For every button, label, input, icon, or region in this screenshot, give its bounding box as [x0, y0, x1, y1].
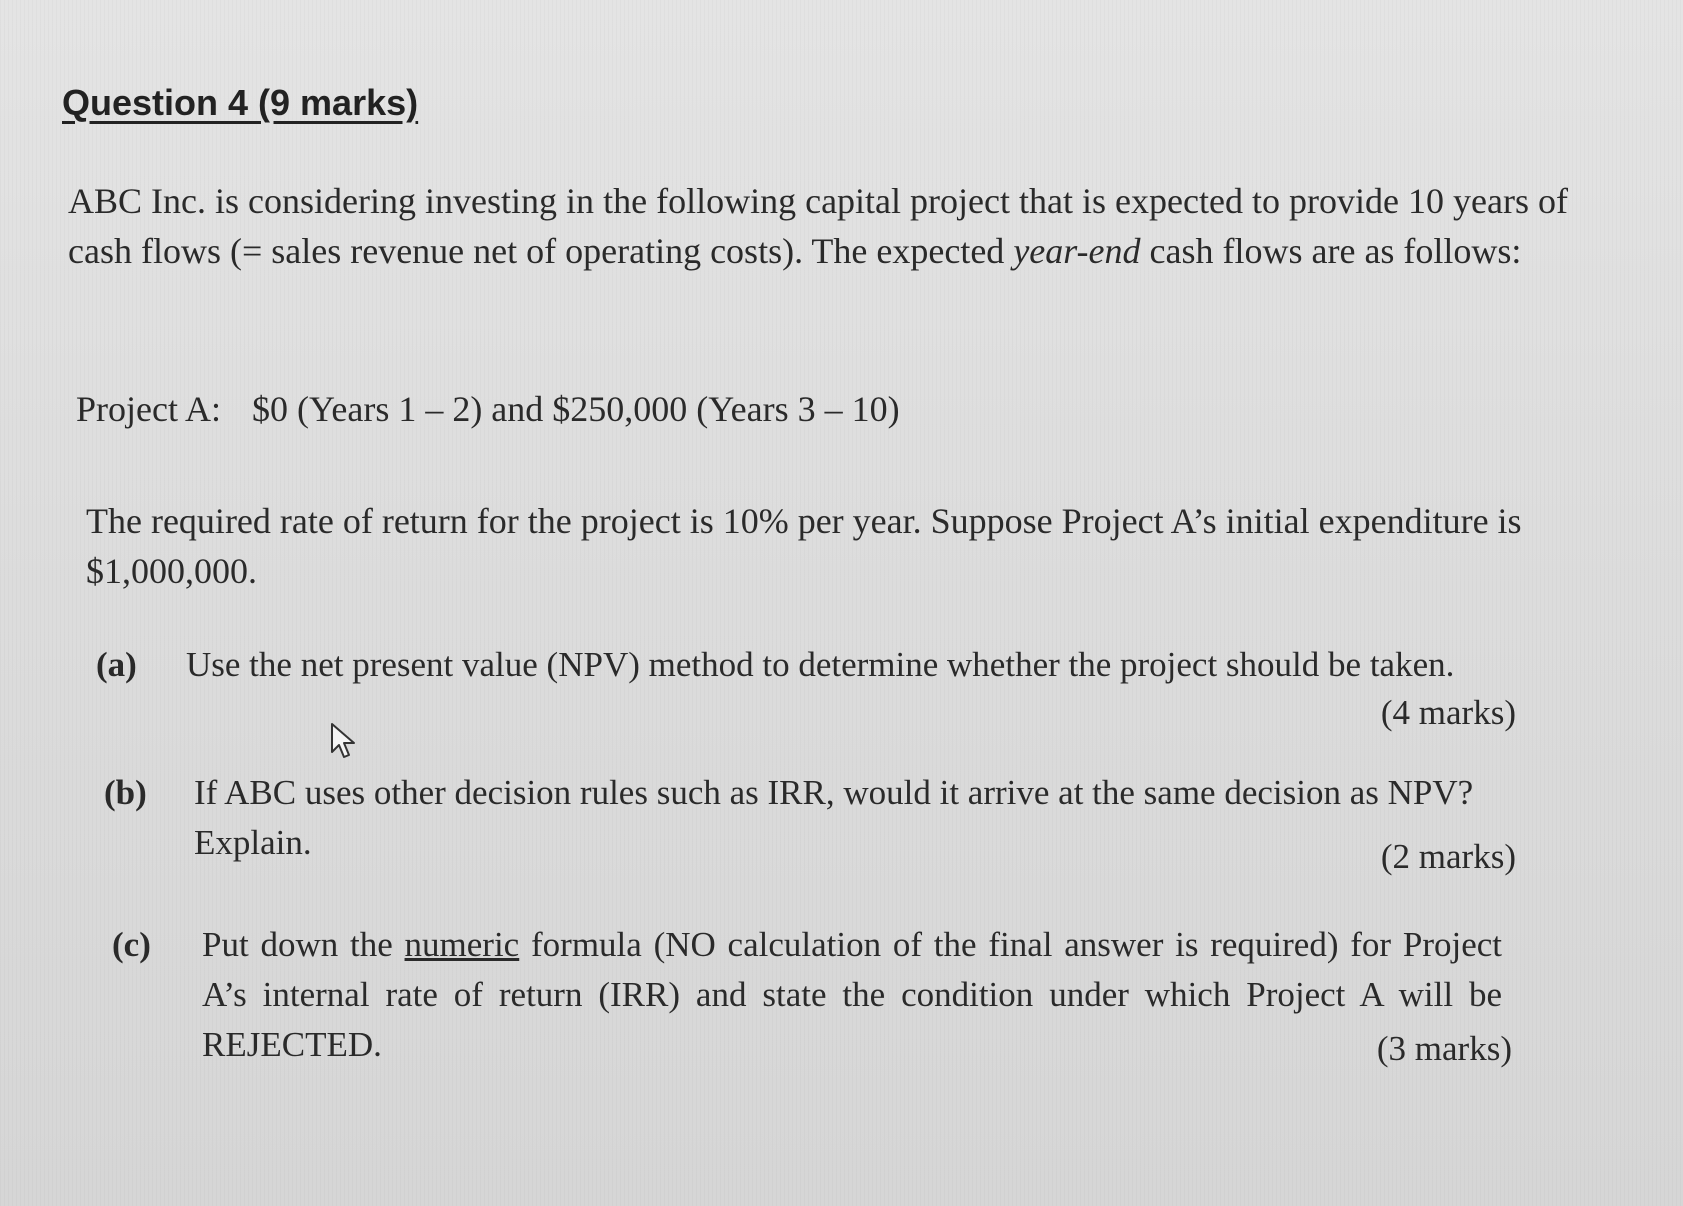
part-c-text-pre: Put down the — [202, 925, 405, 964]
project-label: Project A: — [76, 389, 221, 429]
intro-text-part1: ABC Inc. is considering investing in the following capital project that is expected to provide 10 years of cash flows (= sales revenue net of operating costs). The expected — [68, 181, 1568, 271]
intro-paragraph — [68, 176, 1568, 276]
project-text: $0 (Years 1 – 2) and $250,000 (Years 3 – 10) — [251, 389, 900, 429]
part-a-label: (a) — [96, 645, 137, 684]
part-a-marks: (4 marks) — [1380, 693, 1516, 732]
part-b-label: (b) — [104, 773, 147, 812]
part-b-marks: (2 marks) — [1380, 837, 1516, 876]
intro-emphasis: year-end — [1013, 231, 1141, 271]
part-c-marks: (3 marks) — [1376, 1029, 1512, 1068]
part-b-text: If ABC uses other decision rules such as IRR, would it arrive at the same decision as NPV? Explain. — [194, 773, 1474, 862]
project-cash-flows — [76, 384, 900, 434]
part-c-underlined-word: numeric — [404, 925, 520, 964]
part-c-label: (c) — [112, 925, 151, 964]
part-c-text-post: formula (NO calculation of the final answer is required) for Project A’s internal rate of return (IRR) and state the condition under which Project A will be REJECTED. — [202, 925, 1502, 1064]
required-rate-paragraph: The required rate of return for the project is 10% per year. Suppose Project A’s initial expenditure is $1,000,000. — [86, 501, 1522, 591]
intro-text-part2: cash flows are as follows: — [1140, 231, 1522, 271]
question-title: Question 4 (9 marks) — [62, 82, 419, 123]
part-a-text: Use the net present value (NPV) method to determine whether the project should be taken. — [186, 645, 1455, 684]
part-c-text — [202, 920, 1502, 1070]
mouse-pointer-icon — [330, 722, 360, 762]
